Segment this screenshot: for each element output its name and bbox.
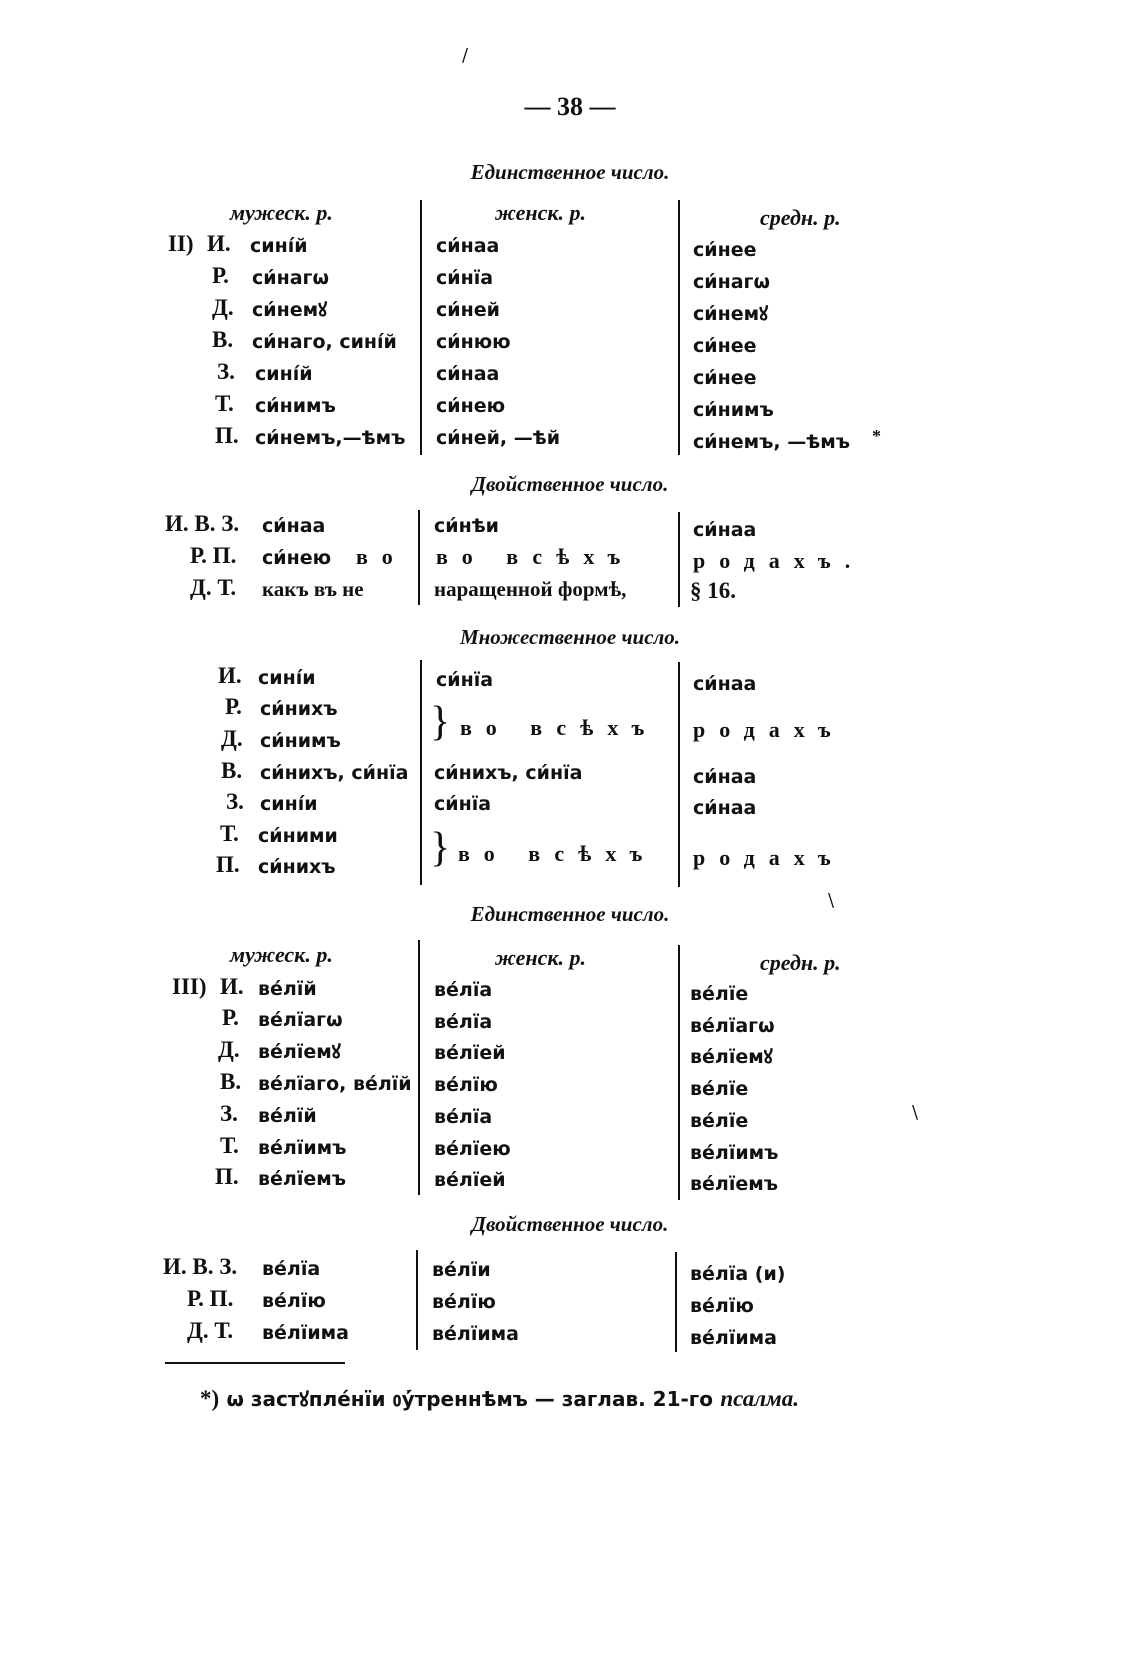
form-neuter: си́нее [693, 239, 757, 261]
footnote-italic: псалма. [720, 1386, 800, 1411]
form-masculine: ве́лїаго, ве́лїй [258, 1073, 412, 1095]
spaced-text: во [356, 544, 407, 569]
column-header-neuter: средн. р. [760, 205, 841, 230]
form-feminine: си́нихъ, си́нїа [434, 762, 583, 784]
case-label: Р. [212, 263, 229, 288]
declension-number: II) [168, 231, 194, 256]
form-masculine: ве́лїагѡ [258, 1009, 343, 1031]
column-header-feminine: женск. р. [495, 200, 587, 225]
case-label: Д. Т. [190, 575, 237, 600]
column-divider [418, 940, 420, 1195]
form-feminine: си́наа [436, 363, 500, 385]
spaced-text: родахъ [693, 717, 845, 742]
form-feminine: си́ней [436, 299, 500, 321]
case-label: В. [221, 758, 243, 783]
case-label: В. [220, 1069, 242, 1094]
form-neuter: си́нимъ [693, 399, 774, 421]
form-feminine: си́нею [436, 395, 506, 417]
form-feminine: ве́лїи [432, 1259, 491, 1281]
form-masculine: си́немꙋ [252, 299, 328, 321]
scan-mark: / [462, 45, 469, 66]
form-feminine: ве́лїю [432, 1291, 496, 1313]
case-label: П. [215, 1164, 239, 1189]
spaced-text: во всѣхъ [458, 841, 657, 866]
section-heading: Двойственное число. [471, 472, 669, 496]
section-heading: Множественное число. [459, 625, 681, 649]
form-neuter: ве́лїе [690, 983, 749, 1005]
case-label: Д. [218, 1037, 240, 1062]
case-label: Т. [220, 821, 239, 846]
case-label: В. [212, 327, 234, 352]
form-neuter: си́нагѡ [693, 271, 770, 293]
form-feminine: си́нѣи [434, 515, 499, 537]
scan-mark: \ [912, 1102, 919, 1123]
form-feminine: си́наа [436, 235, 500, 257]
case-label: Д. [212, 295, 234, 320]
form-feminine: си́нюю [436, 331, 511, 353]
declension-number: III) [172, 974, 207, 999]
section-heading: Единственное число. [470, 902, 670, 926]
form-neuter: си́немъ, —ѣмъ [693, 431, 851, 453]
form-neuter: ве́лїа (и) [690, 1263, 786, 1285]
form-neuter: ве́лїима [690, 1327, 778, 1349]
column-divider [420, 660, 422, 885]
text-feminine: наращенной формѣ, [434, 577, 627, 601]
case-label: Р. П. [190, 543, 237, 568]
brace: } [430, 825, 451, 871]
column-divider [418, 510, 420, 605]
form-feminine: ве́лїима [432, 1323, 520, 1345]
spaced-text: родахъ [693, 845, 845, 870]
form-neuter: си́наа [693, 673, 757, 695]
page-number: — 38 — [524, 92, 616, 121]
case-label: З. [217, 359, 235, 384]
form-masculine: си́ними [258, 825, 338, 847]
form-neuter: си́наа [693, 519, 757, 541]
section-heading: Единственное число. [470, 160, 670, 184]
form-masculine: си́наа [262, 515, 326, 537]
case-label: Т. [220, 1133, 239, 1158]
case-label: Д. Т. [187, 1318, 234, 1343]
form-feminine: си́нїа [436, 267, 494, 289]
column-header-feminine: женск. р. [495, 945, 587, 970]
form-neuter: ве́лїимъ [690, 1142, 779, 1164]
form-feminine: ве́лїа [434, 1106, 493, 1128]
footnote-rule [165, 1362, 345, 1364]
text-masculine: какъ въ не [262, 577, 364, 601]
section-heading: Двойственное число. [471, 1212, 669, 1236]
column-header-masculine: мужеск. р. [230, 942, 333, 967]
case-label: З. [226, 789, 244, 814]
form-neuter: си́наа [693, 797, 757, 819]
case-label: Т. [215, 391, 234, 416]
form-masculine: ве́лїемъ [258, 1168, 347, 1190]
column-header-masculine: мужеск. р. [230, 200, 333, 225]
form-feminine: ве́лїю [434, 1074, 498, 1096]
form-neuter: ве́лїе [690, 1110, 749, 1132]
case-label: И. [218, 663, 242, 688]
form-neuter: си́немꙋ [693, 303, 769, 325]
brace: } [430, 699, 451, 745]
form-masculine: сині́и [258, 667, 316, 689]
case-label: И. В. З. [165, 511, 240, 536]
form-masculine: си́немъ,—ѣмъ [255, 427, 406, 449]
column-divider [678, 200, 680, 455]
footnote-text: ѡ застꙋпле́нїи ᲂу҆́треннѣмъ — заглав. 21-го [226, 1387, 713, 1411]
case-label: И. В. З. [163, 1254, 238, 1279]
column-divider [420, 200, 422, 455]
case-label: Д. [221, 726, 243, 751]
form-neuter: си́нее [693, 335, 757, 357]
form-neuter: ве́лїагѡ [690, 1015, 775, 1037]
spaced-text: во всѣхъ [460, 715, 659, 740]
footnote-marker: * [872, 426, 881, 446]
case-label: Р. [225, 694, 242, 719]
column-header-neuter: средн. р. [760, 950, 841, 975]
form-neuter: ве́лїю [690, 1295, 754, 1317]
case-label: И. [207, 231, 231, 256]
form-masculine: си́нагѡ [252, 267, 329, 289]
form-masculine: ве́лїю [262, 1290, 326, 1312]
form-feminine: ве́лїа [434, 979, 493, 1001]
scan-mark: \ [828, 890, 835, 911]
form-neuter: ве́лїе [690, 1078, 749, 1100]
form-masculine: си́нимъ [260, 730, 341, 752]
form-feminine: си́ней, —ѣй [436, 427, 561, 449]
form-masculine: ве́лїй [258, 978, 317, 1000]
case-label: И. [220, 974, 244, 999]
form-masculine: ве́лїимъ [258, 1137, 347, 1159]
spaced-text: родахъ. [693, 548, 865, 573]
form-masculine: сині́й [250, 235, 308, 257]
spaced-text: во всѣхъ [436, 544, 635, 569]
form-feminine: ве́лїа [434, 1011, 493, 1033]
column-divider [678, 662, 680, 887]
form-masculine: сині́и [260, 793, 318, 815]
form-feminine: ве́лїею [434, 1138, 511, 1160]
form-neuter: ве́лїемъ [690, 1173, 779, 1195]
column-divider [678, 945, 680, 1200]
form-masculine: си́наго, сині́й [252, 331, 397, 353]
form-masculine: ве́лїа [262, 1258, 321, 1280]
form-masculine: си́нихъ [258, 856, 336, 878]
form-neuter: си́нее [693, 367, 757, 389]
form-masculine: си́нимъ [255, 395, 336, 417]
case-label: Р. П. [187, 1286, 234, 1311]
form-feminine: ве́лїей [434, 1042, 506, 1064]
form-masculine: ве́лїемꙋ [258, 1041, 341, 1063]
footnote-mark: *) [200, 1386, 220, 1411]
column-divider [416, 1250, 418, 1350]
section-reference: § 16. [690, 578, 736, 603]
case-label: П. [216, 852, 240, 877]
form-neuter: ве́лїемꙋ [690, 1046, 773, 1068]
form-masculine: си́нею [262, 547, 332, 569]
form-feminine: ве́лїей [434, 1169, 506, 1191]
form-masculine: си́нихъ, си́нїа [260, 762, 409, 784]
footnote [200, 1385, 799, 1412]
case-label: П. [215, 423, 239, 448]
form-masculine: ве́лїй [258, 1105, 317, 1127]
column-divider [678, 512, 680, 607]
form-masculine: си́нихъ [260, 698, 338, 720]
form-feminine: си́нїа [434, 793, 492, 815]
case-label: З. [220, 1101, 238, 1126]
form-feminine: си́нїа [436, 669, 494, 691]
column-divider [675, 1252, 677, 1352]
form-neuter: си́наа [693, 766, 757, 788]
form-masculine: ве́лїима [262, 1322, 350, 1344]
case-label: Р. [222, 1005, 239, 1030]
form-masculine: сині́й [255, 363, 313, 385]
